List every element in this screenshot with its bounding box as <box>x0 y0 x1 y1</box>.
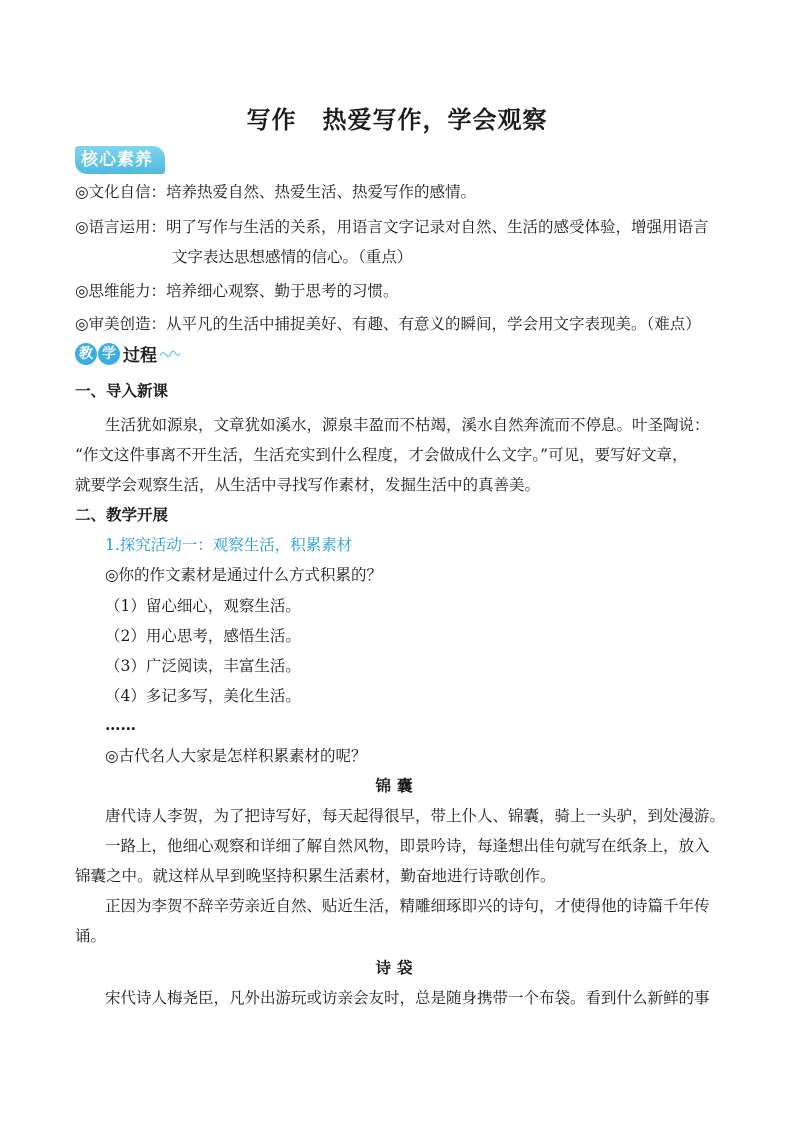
section-teaching-heading: 二、教学开展 <box>75 506 169 524</box>
method-item: （1）留心细心，观察生活。 <box>105 597 301 615</box>
title-part1: 写作 <box>246 106 297 134</box>
story-1-line: 锦囊之中。就这样从早到晚坚持积累生活素材，勤奋地进行诗歌创作。 <box>75 867 556 885</box>
story-1-line: 唐代诗人李贺，为了把诗写好，每天起得很早，带上仆人、锦囊，骑上一头驴，到处漫游。 <box>105 807 726 825</box>
story-2-title: 诗袋 <box>375 958 419 977</box>
process-heading-text: 过程 <box>123 346 157 366</box>
intro-line-2: “作文这件事离不开生活，生活充实到什么程度，才会做成什么文字。”可见，要写好文章， <box>75 446 688 464</box>
page-title <box>0 100 794 135</box>
teaching-process-heading <box>75 341 181 367</box>
process-circle-2: 学 <box>98 343 120 365</box>
ellipsis: …… <box>105 715 136 734</box>
story-1-line: 正因为李贺不辞辛劳亲近自然、贴近生活，精雕细琢即兴的诗句，才使得他的诗篇千年传 <box>105 897 710 915</box>
method-item: （4）多记多写，美化生活。 <box>105 687 301 705</box>
story-1-title: 锦囊 <box>375 776 419 795</box>
method-item: （2）用心思考，感悟生活。 <box>105 627 301 645</box>
core-item-language-cont: 文字表达思想感情的信心。（重点） <box>172 248 413 266</box>
story-1-line: 一路上，他细心观察和详细了解自然风物，即景吟诗，每逢想出佳句就写在纸条上，放入 <box>105 837 710 855</box>
process-circle-1: 教 <box>75 343 97 365</box>
swirl-decoration-icon <box>159 349 181 359</box>
method-item: （3）广泛阅读，丰富生活。 <box>105 657 301 675</box>
intro-line-3: 就要学会观察生活，从生活中寻找写作素材，发掘生活中的真善美。 <box>75 476 541 494</box>
core-item-thinking: ◎思维能力：培养细心观察、勤于思考的习惯。 <box>75 282 399 300</box>
question-2: ◎古代名人大家是怎样积累素材的呢？ <box>105 747 367 765</box>
core-item-culture: ◎文化自信：培养热爱自然、热爱生活、热爱写作的感情。 <box>75 183 477 201</box>
section-intro-heading: 一、导入新课 <box>75 382 169 400</box>
story-2-line: 宋代诗人梅尧臣，凡外出游玩或访亲会友时，总是随身携带一个布袋。看到什么新鲜的事 <box>105 989 710 1007</box>
core-item-language: ◎语言运用：明了写作与生活的关系，用语言文字记录对自然、生活的感受体验，增强用语言 <box>75 218 709 236</box>
core-item-aesthetic: ◎审美创造：从平凡的生活中捕捉美好、有趣、有意义的瞬间，学会用文字表现美。（难点） <box>75 315 701 333</box>
core-literacy-badge: 核心素养 <box>75 146 165 174</box>
activity-1-heading: 1.探究活动一：观察生活，积累素材 <box>105 536 353 554</box>
title-part2: 热爱写作，学会观察 <box>322 106 548 134</box>
question-1: ◎你的作文素材是通过什么方式积累的？ <box>105 566 383 584</box>
story-1-line: 诵。 <box>75 927 107 945</box>
intro-line-1: 生活犹如源泉，文章犹如溪水，源泉丰盈而不枯竭，溪水自然奔流而不停息。叶圣陶说： <box>105 416 710 434</box>
